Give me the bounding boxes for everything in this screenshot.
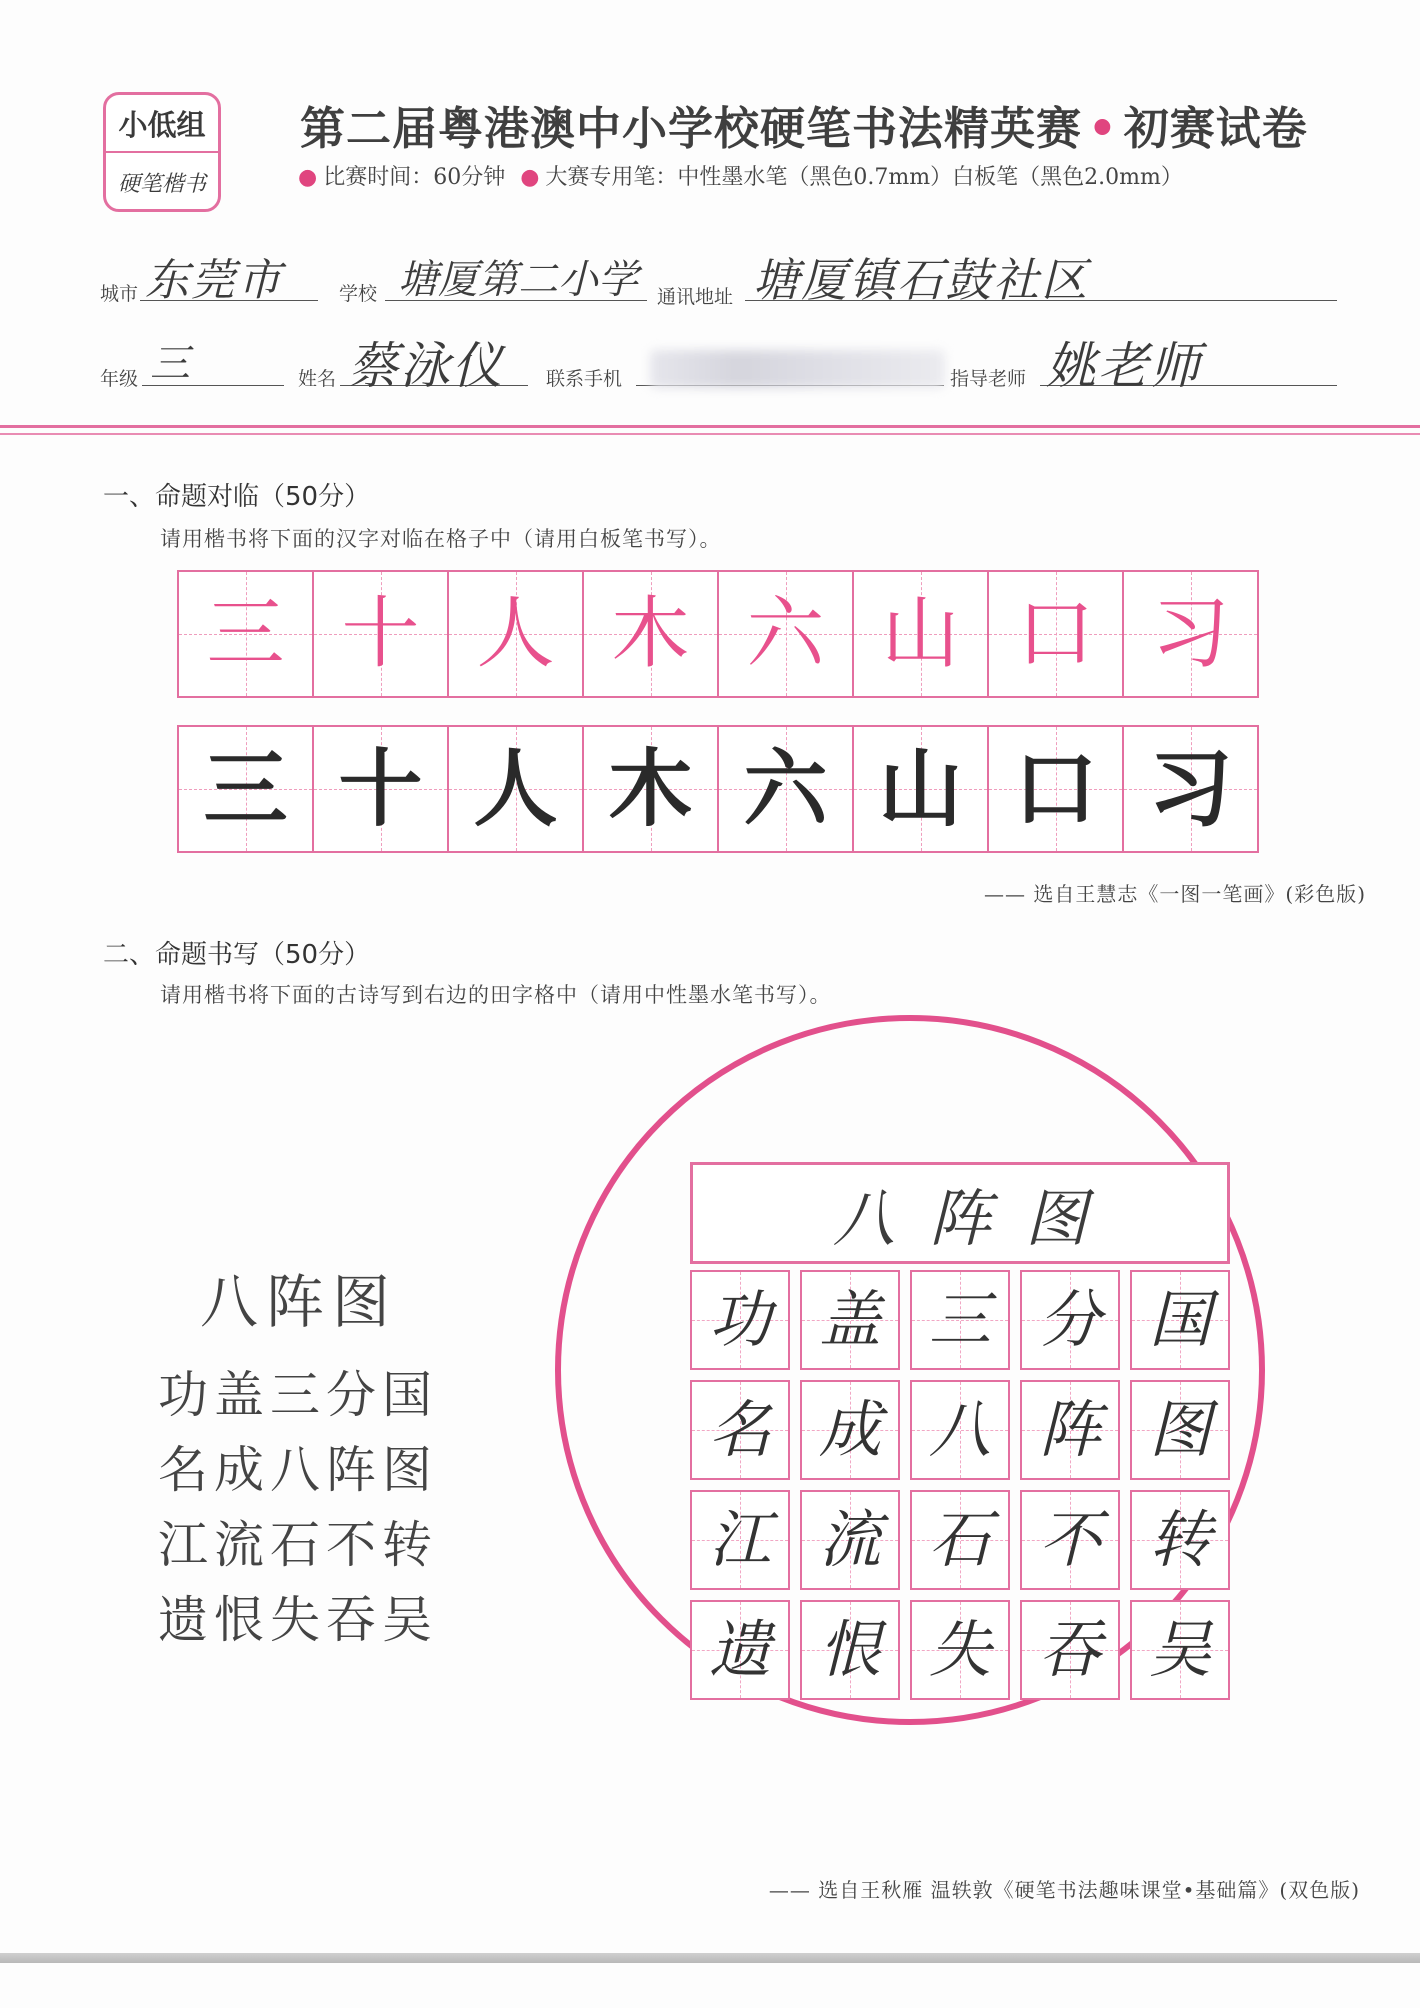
grid-cell[interactable] [1020,1380,1120,1480]
copy-char: 山 [878,740,963,838]
meta-time: 比赛时间：60分钟 [323,165,506,190]
grid-cell[interactable] [800,1380,900,1480]
grid-cell[interactable] [1130,1380,1230,1480]
section2-credit: —— 选自王秋雁 温轶敦《硬笔书法趣味课堂•基础篇》(双色版) [768,1878,1360,1902]
grid-cell[interactable] [910,1270,1010,1370]
copy-cell[interactable] [989,727,1124,851]
page-title [300,92,1340,157]
section1-credit: —— 选自王慧志《一图一笔画》(彩色版) [984,882,1366,906]
model-char: 三 [206,589,285,679]
grade-label: 年级 [100,368,139,390]
badge-group-label: 小低组 [106,95,218,153]
name-label: 姓名 [298,368,337,390]
grid-cell[interactable] [1130,1600,1230,1700]
group-badge [103,92,221,212]
written-char: 阵 [1038,1393,1101,1466]
phone-value-redacted[interactable] [650,350,945,388]
grid-cell[interactable] [1130,1270,1230,1370]
grid-cell[interactable] [1130,1490,1230,1590]
divider-bottom [0,433,1420,435]
poem-line: 名成八阵图 [158,1441,438,1499]
phone-label: 联系手机 [546,368,623,390]
school-value[interactable]: 塘厦第二小学 [398,257,638,303]
written-title-box[interactable] [690,1162,1230,1264]
model-cell [854,572,989,696]
meta-pens: 大赛专用笔：中性墨水笔（黑色0.7mm）白板笔（黑色2.0mm） [545,165,1183,190]
written-char: 国 [1148,1283,1211,1356]
written-char: 三 [928,1283,991,1356]
copy-cell[interactable] [719,727,854,851]
section2-title: 二、命题书写（50分） [103,940,371,970]
copy-cell[interactable] [584,727,719,851]
written-char: 流 [818,1503,881,1576]
grid-cell[interactable] [690,1600,790,1700]
copy-char-row [177,725,1259,853]
written-char: 盖 [818,1283,881,1356]
copy-char: 木 [608,740,693,838]
grid-cell[interactable] [1020,1600,1120,1700]
model-char-row [177,570,1259,698]
model-char: 木 [611,589,690,679]
bullet-icon: ● [298,165,318,190]
city-label: 城市 [100,283,139,305]
competition-meta [298,160,1183,191]
name-value[interactable]: 蔡泳仪 [348,337,504,395]
grid-cell[interactable] [800,1490,900,1590]
grid-cell[interactable] [910,1380,1010,1480]
school-label: 学校 [339,283,378,305]
written-char: 八 [928,1393,991,1466]
divider-top [0,425,1420,428]
written-char: 江 [708,1503,771,1576]
model-cell [1124,572,1257,696]
copy-char: 人 [473,740,558,838]
model-char: 山 [881,589,960,679]
written-char: 图 [1148,1393,1211,1466]
written-char: 分 [1038,1283,1101,1356]
written-char: 石 [928,1503,991,1576]
written-char: 遗 [708,1613,771,1686]
copy-cell[interactable] [1124,727,1257,851]
poem-title: 八阵图 [200,1268,399,1336]
grid-cell[interactable] [1020,1270,1120,1370]
copy-cell[interactable] [314,727,449,851]
title-end: 初赛试卷 [1123,102,1308,155]
grid-cell[interactable] [910,1490,1010,1590]
teacher-label: 指导老师 [950,368,1027,390]
copy-char: 三 [203,740,288,838]
written-char: 名 [708,1393,771,1466]
poem-line: 功盖三分国 [158,1366,438,1424]
written-char: 吞 [1038,1613,1101,1686]
copy-char: 习 [1148,740,1233,838]
model-char: 口 [1016,589,1095,679]
address-label: 通讯地址 [657,286,734,308]
section1-title: 一、命题对临（50分） [103,482,371,512]
written-char: 不 [1038,1503,1101,1576]
copy-char: 十 [338,740,423,838]
bullet-icon: ● [520,165,540,190]
written-char: 吴 [1148,1613,1211,1686]
model-cell [179,572,314,696]
copy-cell[interactable] [449,727,584,851]
model-cell [989,572,1124,696]
model-cell [719,572,854,696]
poem-line: 遗恨失吞吴 [158,1591,438,1649]
model-char: 人 [476,589,555,679]
copy-char: 口 [1013,740,1098,838]
grade-value[interactable]: 三 [150,341,192,387]
model-char: 十 [341,589,420,679]
written-char: 恨 [818,1613,881,1686]
address-value[interactable]: 塘厦镇石鼓社区 [753,253,1089,307]
written-char: 转 [1148,1503,1211,1576]
grid-cell[interactable] [690,1380,790,1480]
title-dot: • [1088,102,1118,155]
footer-rule [0,1953,1420,1963]
practice-grid [690,1270,1230,1700]
grid-cell[interactable] [690,1490,790,1590]
section2-desc: 请用楷书将下面的古诗写到右边的田字格中（请用中性墨水笔书写）。 [160,983,832,1007]
copy-char: 六 [743,740,828,838]
model-char: 习 [1151,589,1230,679]
grid-cell[interactable] [910,1600,1010,1700]
section1-desc: 请用楷书将下面的汉字对临在格子中（请用白板笔书写）。 [160,527,722,551]
poem-line: 江流石不转 [158,1516,438,1574]
grid-cell[interactable] [800,1270,900,1370]
teacher-value[interactable]: 姚老师 [1046,337,1202,395]
written-char: 成 [818,1393,881,1466]
copy-cell[interactable] [854,727,989,851]
model-cell [584,572,719,696]
model-cell [314,572,449,696]
model-cell [449,572,584,696]
city-value[interactable]: 东莞市 [145,255,283,306]
model-char: 六 [746,589,825,679]
grid-cell[interactable] [1020,1490,1120,1590]
title-main: 第二届粤港澳中小学校硬笔书法精英赛 [300,102,1083,155]
written-title: 八阵图 [832,1181,1121,1255]
copy-cell[interactable] [179,727,314,851]
grid-cell[interactable] [800,1600,900,1700]
written-char: 失 [928,1613,991,1686]
grid-cell[interactable] [690,1270,790,1370]
badge-style-label: 硬笔楷书 [117,171,206,197]
written-char: 功 [708,1283,771,1356]
